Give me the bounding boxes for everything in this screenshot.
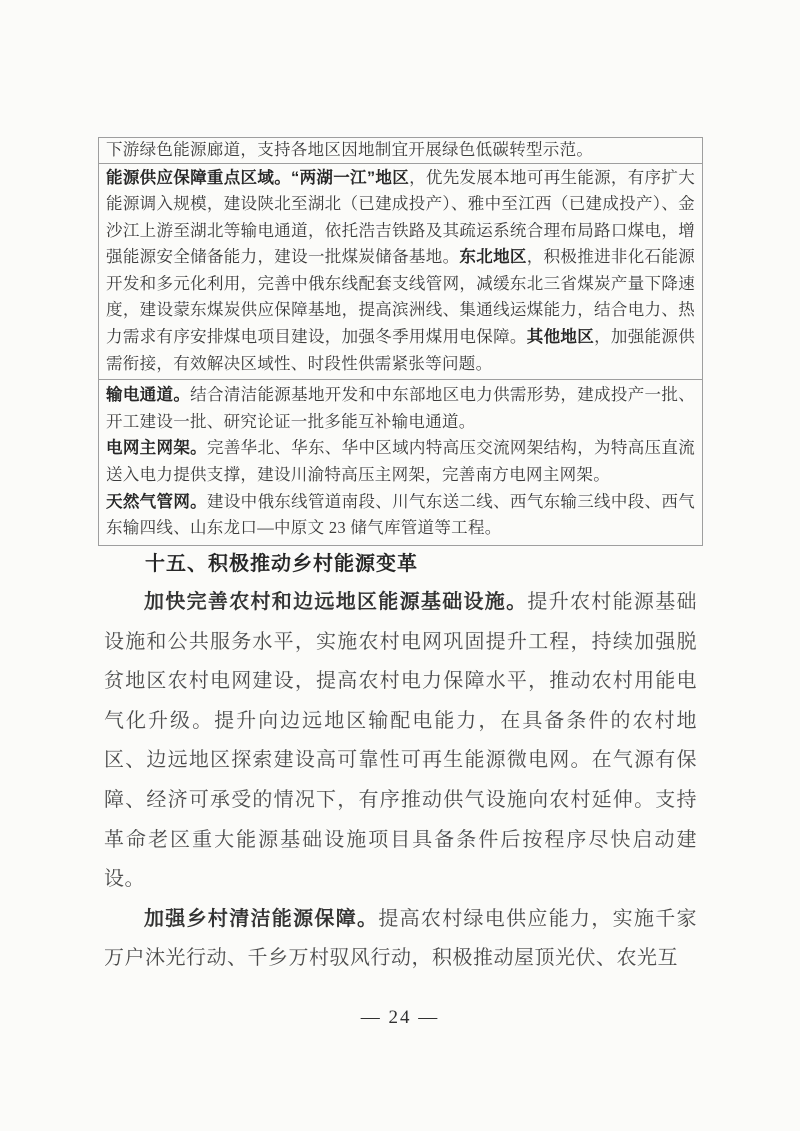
rural-clean-energy-lead: 加强乡村清洁能源保障。: [144, 907, 379, 930]
table-row-networks: [99, 379, 702, 545]
gas-pipeline-body: 建设中俄东线管道南段、川气东送二线、西气东输三线中段、西气东输四线、山东龙口—中原文 23 储气库管道等工程。: [106, 491, 695, 538]
transmission-channels-head: 输电通道。: [106, 386, 191, 405]
gas-pipeline-head: 天然气管网。: [106, 492, 207, 511]
grid-backbone-body: 完善华北、华东、华中区域内特高压交流网架结构，为特高压直流送入电力提供支撑，建设川渝特高压主网架，完善南方电网主网架。: [106, 438, 695, 485]
table-row-supply-regions: [99, 163, 702, 380]
green-corridor-text: 下游绿色能源廊道，支持各地区因地制宜开展绿色低碳转型示范。: [106, 140, 594, 159]
paragraph-transmission-channels: [106, 382, 695, 435]
section-body: [104, 583, 697, 979]
regions-body-lianghu: ，优先发展本地可再生能源，有序扩大能源调入规模，建设陕北至湖北（已建成投产）、雅中至江西（已建成投产）、金沙江上游至湖北等输电通道，依托浩吉铁路及其疏运系统合理布局路口煤电，增强能源安全储备能力，建设一批煤炭储备基地。: [106, 167, 695, 267]
paragraph-grid-backbone: [106, 435, 695, 488]
table-row-green-corridor: [99, 138, 702, 163]
rural-infrastructure-lead: 加快完善农村和边远地区能源基础设施。: [144, 591, 528, 613]
energy-summary-table: [98, 137, 703, 546]
page-number: — 24 —: [360, 1007, 440, 1028]
regions-head-northeast: 东北地区: [459, 248, 527, 267]
paragraph-rural-infrastructure: [104, 583, 697, 900]
transmission-channels-body: 结合清洁能源基地开发和中东部地区电力供需形势，建成投产一批、开工建设一批、研究论证一批多能互补输电通道。: [106, 385, 696, 431]
section-heading: 十五、积极推动乡村能源变革: [145, 553, 418, 575]
regions-body-other: ，加强能源供需衔接，有效解决区域性、时段性供需紧张等问题。: [106, 327, 696, 373]
regions-body-northeast: ，积极推进非化石能源开发和多元化利用，完善中俄东线配套支线管网，减缓东北三省煤炭产量下降速度，建设蒙东煤炭供应保障基地，提高滨洲线、集通线运煤能力，结合电力、热力需求有序安排煤电项目建设，加强冬季用煤用电保障。: [106, 247, 696, 347]
paragraph-rural-clean-energy: [104, 900, 697, 979]
paragraph-gas-pipeline: [106, 489, 695, 542]
rural-infrastructure-body: 提升农村能源基础设施和公共服务水平，实施农村电网巩固提升工程，持续加强脱贫地区农村电网建设，提高农村电力保障水平，推动农村用能电气化升级。提升向边远地区输配电能力，在具备条件的农村地区、边远地区探索建设高可靠性可再生能源微电网。在气源有保障、经济可承受的情况下，有序推动供气设施向农村延伸。支持革命老区重大能源基础设施项目具备条件后按程序尽快启动建设。: [104, 591, 698, 891]
grid-backbone-head: 电网主网架。: [106, 439, 207, 458]
rural-clean-energy-body: 提高农村绿电供应能力，实施千家万户沐光行动、千乡万村驭风行动，积极推动屋顶光伏、农光互: [104, 907, 698, 970]
regions-head-lianghu: 能源供应保障重点区域。“两湖一江”地区: [106, 168, 410, 187]
regions-head-other: 其他地区: [526, 328, 595, 347]
